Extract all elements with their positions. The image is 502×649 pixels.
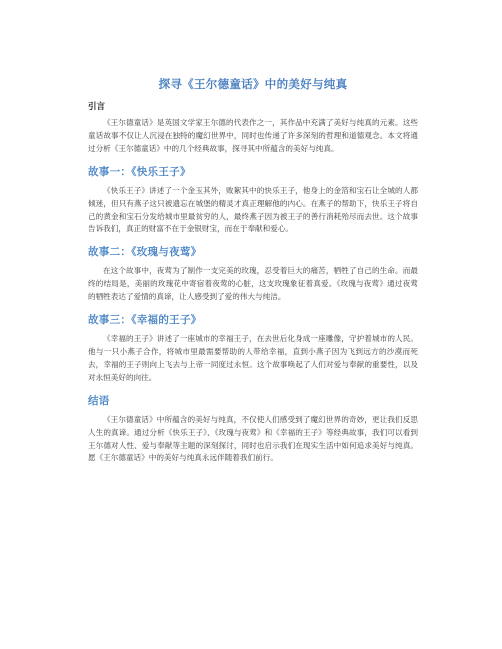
intro-paragraph: 《王尔德童话》是英国文学家王尔德的代表作之一，其作品中充满了美好与纯真的元素。这些童话故事不仅让人沉浸在独特的魔幻世界中，同时也传递了许多深刻的哲理和道德观念。本文将通过分析《王尔德童话》中的几个经典故事，探寻其中所蕴含的美好与纯真。 xyxy=(88,118,418,153)
document-title: 探寻《王尔德童话》中的美好与纯真 xyxy=(158,77,348,91)
section-paragraph-conclusion: 《王尔德童话》中所蕴含的美好与纯真，不仅使人们感受到了魔幻世界的奇妙，更让我们反思人生的真谛。通过分析《快乐王子》、《玫瑰与夜莺》和《幸福的王子》等经典故事，我们可以看到王尔德对人性、爱与奉献等主题的深刻探讨，同时也启示我们在现实生活中如何追求美好与纯真。愿《王尔德童话》中的美好与纯真永远伴随着我们前行。 xyxy=(88,414,418,463)
document-page xyxy=(88,76,418,465)
section-paragraph-story-three: 《幸福的王子》讲述了一座城市的幸福王子，在去世后化身成一座雕像，守护着城市的人民。他与一只小燕子合作，将城市里最需要帮助的人带给幸福，直到小燕子因为飞到远方的沙漠而死去，幸福的王子则向上飞去与上帝一同度过永恒。这个故事唤起了人们对爱与奉献的重要性，以及对永恒美好的向往。 xyxy=(88,334,418,382)
section-heading-story-two: 故事二：《玫瑰与夜莺》 xyxy=(88,246,202,259)
section-heading-story-one: 故事一：《快乐王子》 xyxy=(88,165,191,178)
intro-heading: 引言 xyxy=(88,102,106,112)
section-paragraph-story-one: 《快乐王子》讲述了一个金玉其外，败絮其中的快乐王子，他身上的金箔和宝石让全城的人都倾迷，但只有燕子这只被遗忘在城堡的精灵才真正理解他的内心。在燕子的帮助下，快乐王子将自己的黄金和宝石分发给城市里最贫穷的人，最终燕子因为被王子的善行消耗殆尽而去世。这个故事告诉我们，真正的财富不在于金银财宝，而在于奉献和爱心。 xyxy=(88,185,418,234)
section-heading-conclusion: 结语 xyxy=(88,394,110,407)
section-heading-story-three: 故事三：《幸福的王子》 xyxy=(88,314,202,327)
section-paragraph-story-two: 在这个故事中，夜莺为了制作一支完美的玫瑰，忍受着巨大的痛苦，牺牲了自己的生命。而最终的结局是，美丽的玫瑰花中寄宿着夜莺的心脏，这支玫瑰象征着真爱。《玫瑰与夜莺》通过夜莺的牺牲表达了爱情的真谛，让人感受到了爱的伟大与纯洁。 xyxy=(88,266,418,302)
